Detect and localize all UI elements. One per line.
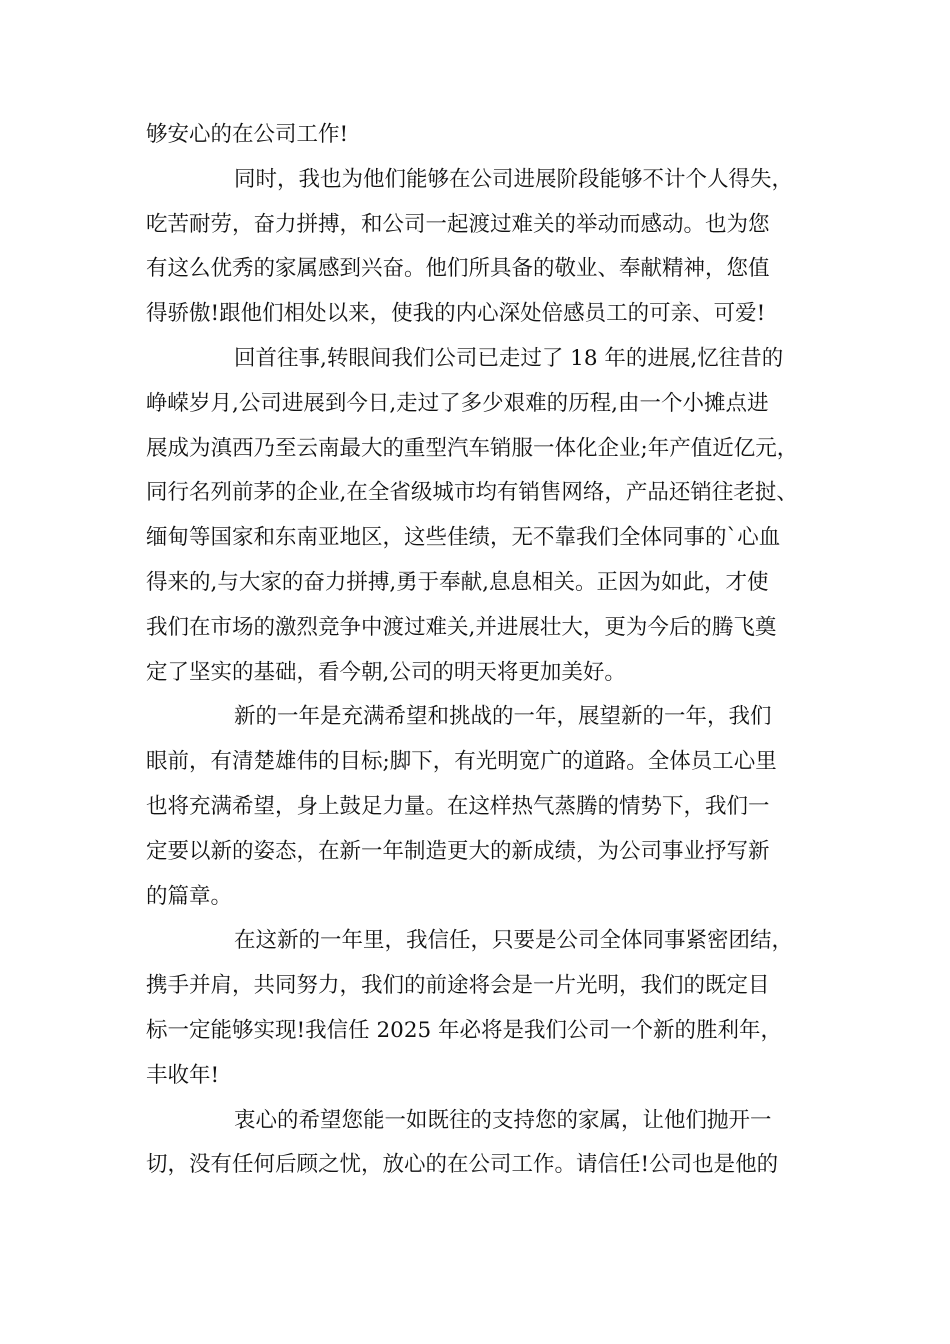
- line-text: 在这新的一年里，我信任，只要是公司全体同事紧密团结，: [234, 928, 794, 954]
- line-text: 得来的,与大家的奋力拼搏,勇于奉献,息息相关。正因为如此，才使: [146, 569, 769, 595]
- line-text: 定了坚实的基础，看今朝,公司的明天将更加美好。: [146, 659, 626, 685]
- text-line: [146, 740, 810, 785]
- line-text: 同时，我也为他们能够在公司进展阶段能够不计个人得失，: [234, 166, 794, 192]
- text-line: [146, 292, 810, 337]
- line-text: 缅甸等国家和东南亚地区，这些佳绩，无不靠我们全体同事的`心血: [146, 525, 781, 551]
- line-text: 得骄傲!跟他们相处以来，使我的内心深处倍感员工的可亲、可爱!: [146, 301, 766, 327]
- text-line: [146, 830, 810, 875]
- text-line: [146, 606, 810, 651]
- line-text: 定要以新的姿态，在新一年制造更大的新成绩，为公司事业抒写新: [146, 838, 770, 864]
- text-line: [146, 247, 810, 292]
- text-line: [146, 875, 810, 920]
- line-text: 也将充满希望，身上鼓足力量。在这样热气蒸腾的情势下，我们一: [146, 793, 770, 819]
- paragraph-start-line: [146, 337, 810, 382]
- line-text: 够安心的在公司工作!: [146, 122, 349, 147]
- text-line: [146, 471, 810, 516]
- line-text: 衷心的希望您能一如既往的支持您的家属，让他们抛开一: [234, 1107, 772, 1133]
- text-line: [146, 1143, 810, 1188]
- line-text: 峥嵘岁月,公司进展到今日,走过了多少艰难的历程,由一个小摊点进: [146, 390, 769, 416]
- line-text: 回首往事,转眼间我们公司已走过了 18 年的进展,忆往昔的: [234, 345, 784, 371]
- text-line: [146, 651, 810, 696]
- line-text: 携手并肩，共同努力，我们的前途将会是一片光明，我们的既定目: [146, 973, 770, 999]
- line-text: 吃苦耐劳，奋力拼搏，和公司一起渡过难关的举动而感动。也为您: [146, 211, 770, 237]
- line-text: 新的一年是充满希望和挑战的一年，展望新的一年，我们: [234, 704, 772, 730]
- line-text: 我们在市场的激烈竞争中渡过难关,并进展壮大，更为今后的腾飞奠: [146, 614, 777, 640]
- letter-body: [146, 113, 810, 1188]
- line-text: 展成为滇西乃至云南最大的重型汽车销服一体化企业;年产值近亿元，: [146, 435, 799, 461]
- text-line: [146, 1009, 810, 1054]
- text-line: [146, 427, 810, 472]
- text-line: [146, 964, 810, 1009]
- line-text: 丰收年!: [146, 1062, 220, 1088]
- line-text: 有这么优秀的家属感到兴奋。他们所具备的敬业、奉献精神，您值: [146, 256, 770, 282]
- paragraph-start-line: [146, 695, 810, 740]
- paragraph-start-line: [146, 158, 810, 203]
- text-line: [146, 382, 810, 427]
- line-text: 的篇章。: [146, 883, 233, 909]
- line-text: 同行名列前茅的企业,在全省级城市均有销售网络，产品还销往老挝、: [146, 480, 798, 506]
- line-text: 眼前，有清楚雄伟的目标;脚下，有光明宽广的道路。全体员工心里: [146, 749, 777, 775]
- text-line: [146, 203, 810, 248]
- paragraph-start-line: [146, 919, 810, 964]
- text-line: [146, 1054, 810, 1099]
- text-line: [146, 516, 810, 561]
- text-line: [146, 113, 810, 158]
- line-text: 切，没有任何后顾之忧，放心的在公司工作。请信任!公司也是他的: [146, 1152, 779, 1178]
- text-line: [146, 785, 810, 830]
- paragraph-start-line: [146, 1099, 810, 1144]
- line-text: 标一定能够实现!我信任 2025 年必将是我们公司一个新的胜利年，: [146, 1017, 783, 1043]
- text-line: [146, 561, 810, 606]
